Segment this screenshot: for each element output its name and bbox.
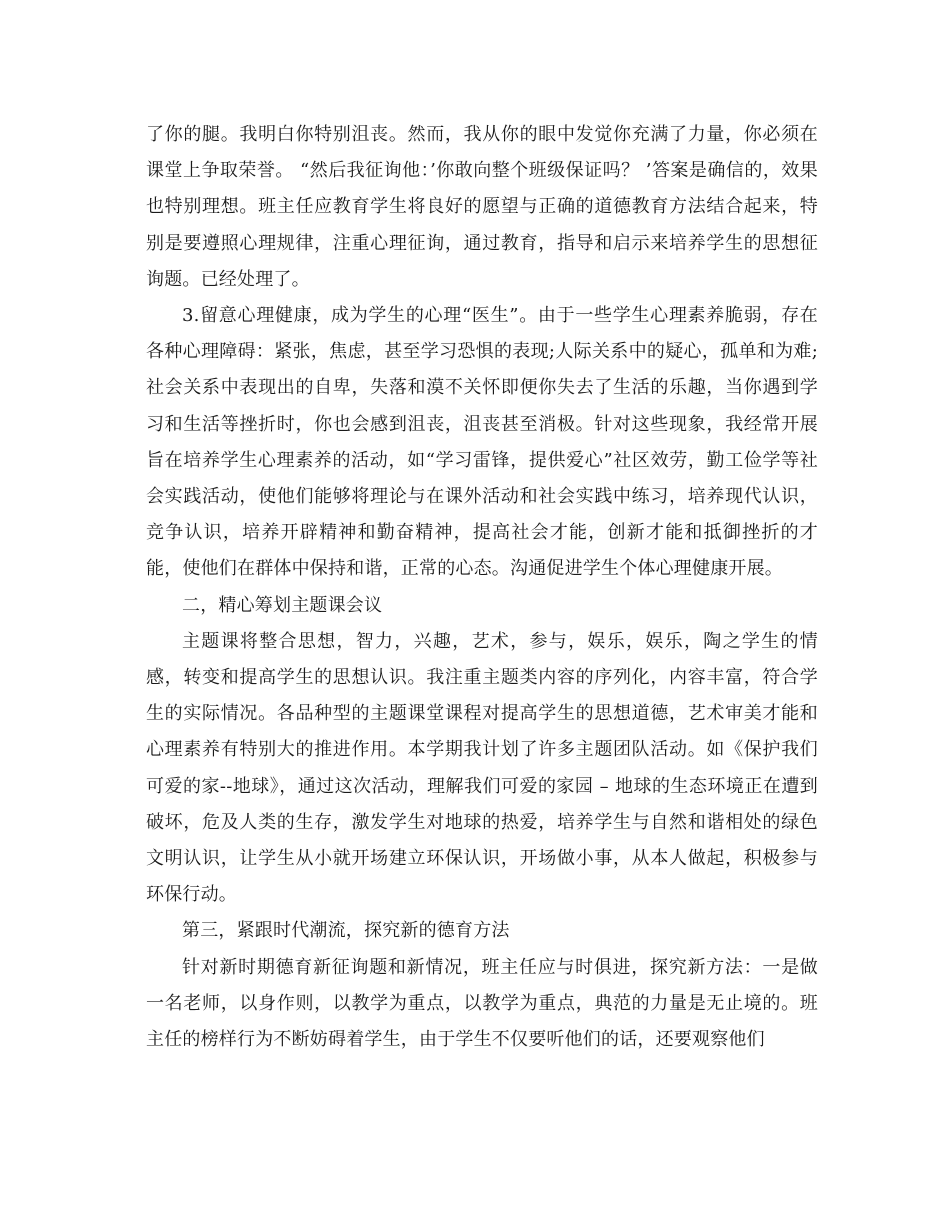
paragraph-4: 主题课将整合思想，智力，兴趣，艺术，参与，娱乐，娱乐，陶之学生的情感，转变和提高学生的思想认识。我注重主题类内容的序列化，内容丰富，符合学生的实际情况。各品种型的主题课堂课程对提高学生的思想道德，艺术审美才能和心理素养有特别大的推进作用。本学期我计划了许多主题团队活动。如《保护我们可爱的家--地球》，通过这次活动，理解我们可爱的家园 – 地球的生态环境正在遭到破坏，危及人类的生存，激发学生对地球的热爱，培养学生与自然和谐相处的绿色文明认识，让学生从小就开场建立环保认识，开场做小事，从本人做起，积极参与环保行动。 [146,630,818,906]
paragraph-6: 针对新时期德育新征询题和新情况，班主任应与时俱进，探究新方法：一是做一名老师，以身作则，以教学为重点，以教学为重点，典范的力量是无止境的。班主任的榜样行为不断妨碍着学生，由于学生不仅要听他们的话，还要观察他们 [146,956,818,1051]
section-heading-2: 二，精心筹划主题课会议 [182,594,383,616]
section-heading-3: 第三，紧跟时代潮流，探究新的德育方法 [182,920,510,942]
paragraph-1: 了你的腿。我明白你特别沮丧。然而，我从你的眼中发觉你充满了力量，你必须在课堂上争取荣誉。 “然后我征询他：’你敢向整个班级保证吗？ ’答案是确信的，效果也特别理想。班主任应教育学生将良好的愿望与正确的道德教育方法结合起来，特别是要遵照心理规律，注重心理征询，通过教育，指导和启示来培养学生的思想征询题。已经处理了。 [146,124,818,290]
paragraph-2: 3.留意心理健康，成为学生的心理“医生”。由于一些学生心理素养脆弱，存在各种心理障碍：紧张，焦虑，甚至学习恐惧的表现;人际关系中的疑心，孤单和为难;社会关系中表现出的自卑，失落和漠不关怀即便你失去了生活的乐趣，当你遇到学习和生活等挫折时，你也会感到沮丧，沮丧甚至消极。针对这些现象，我经常开展旨在培养学生心理素养的活动，如“学习雷锋，提供爱心”社区效劳，勤工俭学等社会实践活动，使他们能够将理论与在课外活动和社会实践中练习，培养现代认识，竞争认识，培养开辟精神和勤奋精神，提高社会才能，创新才能和抵御挫折的才能，使他们在群体中保持和谐，正常的心态。沟通促进学生个体心理健康开展。 [146,305,818,580]
document-body [146,117,818,1058]
